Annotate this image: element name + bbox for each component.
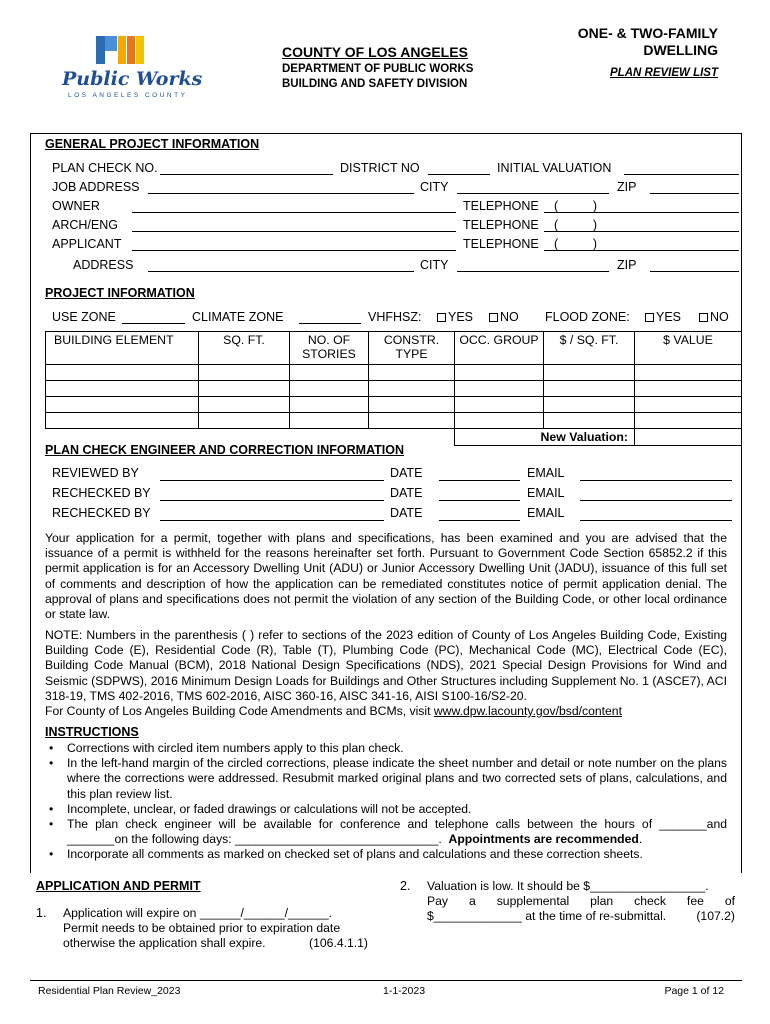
- arch-eng-field[interactable]: [132, 231, 456, 232]
- item2-line3: $_____________ at the time of re-submittal.: [427, 909, 667, 924]
- initial-valuation-label: INITIAL VALUATION: [497, 161, 612, 175]
- table-cell[interactable]: [199, 381, 290, 397]
- table-cell[interactable]: [46, 381, 199, 397]
- rechecked-email-label-2: EMAIL: [527, 506, 565, 520]
- job-zip-label: ZIP: [617, 180, 637, 194]
- applicant-label: APPLICANT: [52, 237, 122, 251]
- reviewed-by-label: REVIEWED BY: [52, 466, 139, 480]
- job-address-field[interactable]: [148, 193, 414, 194]
- applicant-zip-label: ZIP: [617, 258, 637, 272]
- job-city-field[interactable]: [457, 193, 609, 194]
- table-cell[interactable]: [544, 381, 635, 397]
- amendments-link[interactable]: www.dpw.lacounty.gov/bsd/content: [433, 704, 622, 718]
- table-cell[interactable]: [199, 413, 290, 429]
- instruction-hours-end: .: [638, 832, 643, 847]
- district-no-label: DISTRICT NO: [340, 161, 420, 175]
- col-no-of-stories: NO. OF STORIES: [290, 332, 369, 365]
- intro-paragraph: Your application for a permit, together with plans and specifications, has been examined and you are advised that the issuance of a permit is withheld for the reasons hereinafter set forth. Pursuant to Government Code Section 65852.2 if this permit application is for an Accessory Dwelling Unit (ADU) or Junior Accessory Dwelling Unit (JADU), issuance of this full set of comments and description of how the application can be remediated constitutes notice of permit application denial. The approval of plans and specifications does not permit the violation of any section of the Building Code, or other local ordinance or state law.: [45, 531, 727, 622]
- arch-eng-telephone-label: TELEPHONE: [463, 218, 539, 232]
- flood-zone-yes[interactable]: [645, 310, 681, 324]
- logo: [60, 34, 203, 104]
- vhfhsz-no[interactable]: [489, 310, 519, 324]
- col-building-element: BUILDING ELEMENT: [46, 332, 199, 365]
- rechecked-email-field-2[interactable]: [580, 520, 732, 521]
- footer-center: 1-1-2023: [383, 985, 426, 997]
- arch-eng-telephone-paren: ( ): [554, 218, 598, 232]
- item2-block: [427, 879, 735, 925]
- instruction-hours-text: The plan check engineer will be available for conference and telephone calls between the hours of _______and _______on the following days: ______________________________.: [67, 817, 731, 847]
- initial-valuation-field[interactable]: [624, 174, 739, 175]
- applicant-field[interactable]: [132, 250, 456, 251]
- application-heading: APPLICATION AND PERMIT: [36, 879, 201, 893]
- col-dollar-value: $ VALUE: [635, 332, 742, 365]
- applicant-telephone-label: TELEPHONE: [463, 237, 539, 251]
- owner-telephone-label: TELEPHONE: [463, 199, 539, 213]
- rechecked-email-label-1: EMAIL: [527, 486, 565, 500]
- vhfhsz-label: VHFHSZ:: [368, 310, 422, 324]
- division-name: BUILDING AND SAFETY DIVISION: [282, 78, 468, 90]
- use-zone-label: USE ZONE: [52, 310, 116, 324]
- arch-eng-label: ARCH/ENG: [52, 218, 118, 232]
- instructions-list: [45, 741, 731, 863]
- rechecked-date-label-1: DATE: [390, 486, 423, 500]
- flood-zone-no[interactable]: [699, 310, 729, 324]
- item2-line3-row: [427, 909, 735, 924]
- plan-check-no-label: PLAN CHECK NO.: [52, 161, 158, 175]
- flood-zone-no-label: NO: [710, 310, 729, 324]
- table-cell[interactable]: [544, 397, 635, 413]
- item2-line1: Valuation is low. It should be $_________________.: [427, 879, 709, 893]
- vhfhsz-yes[interactable]: [437, 310, 473, 324]
- table-cell[interactable]: [290, 413, 369, 429]
- footer-right: Page 1 of 12: [664, 985, 724, 997]
- col-dollar-per-sq-ft: $ / SQ. FT.: [544, 332, 635, 365]
- new-valuation-label: New Valuation:: [455, 429, 635, 446]
- table-cell[interactable]: [544, 365, 635, 381]
- table-cell[interactable]: [199, 365, 290, 381]
- table-cell[interactable]: [199, 397, 290, 413]
- engineer-heading: PLAN CHECK ENGINEER AND CORRECTION INFORMATION: [45, 443, 405, 457]
- climate-zone-label: CLIMATE ZONE: [192, 310, 284, 324]
- table-cell[interactable]: [290, 381, 369, 397]
- item1-number: 1.: [36, 906, 47, 920]
- table-cell[interactable]: [455, 381, 544, 397]
- item2-number: 2.: [400, 879, 411, 893]
- table-header-row: [46, 332, 742, 365]
- table-row: [46, 413, 742, 429]
- logo-subtitle: LOS ANGELES COUNTY: [68, 92, 188, 99]
- form-title-line1: ONE- & TWO-FAMILY: [577, 25, 718, 41]
- table-cell[interactable]: [544, 413, 635, 429]
- table-cell[interactable]: [369, 413, 455, 429]
- rechecked-by-label-2: RECHECKED BY: [52, 506, 151, 520]
- job-address-label: JOB ADDRESS: [52, 180, 140, 194]
- vhfhsz-yes-checkbox[interactable]: [437, 313, 446, 322]
- table-cell[interactable]: [455, 365, 544, 381]
- county-name: COUNTY OF LOS ANGELES: [282, 44, 468, 60]
- flood-zone-yes-label: YES: [656, 310, 682, 324]
- table-row: [46, 381, 742, 397]
- appointments-recommended: Appointments are recommended: [448, 832, 639, 847]
- table-cell[interactable]: [46, 365, 199, 381]
- table-cell[interactable]: [46, 413, 199, 429]
- form-title: [578, 25, 718, 59]
- col-sq-ft: SQ. FT.: [199, 332, 290, 365]
- reviewed-date-label: DATE: [390, 466, 423, 480]
- table-cell[interactable]: [455, 397, 544, 413]
- instruction-item: • Incorporate all comments as marked on checked set of plans and calculations and these correction sheets.: [45, 847, 727, 862]
- item1-block: [63, 906, 368, 952]
- table-cell[interactable]: [369, 397, 455, 413]
- item1-line3-row: [63, 936, 368, 951]
- item2-line2: Pay a supplemental plan check fee of: [427, 894, 735, 909]
- table-cell[interactable]: [369, 365, 455, 381]
- rechecked-date-label-2: DATE: [390, 506, 423, 520]
- flood-zone-yes-checkbox[interactable]: [645, 313, 654, 322]
- table-row: [46, 397, 742, 413]
- new-valuation-value[interactable]: [635, 429, 742, 446]
- form-title-line2: DWELLING: [643, 42, 718, 58]
- table-cell[interactable]: [635, 397, 742, 413]
- public-works-logo-icon: [94, 34, 154, 68]
- plan-check-no-field[interactable]: [160, 174, 333, 175]
- job-zip-field[interactable]: [650, 193, 739, 194]
- footer-left: Residential Plan Review_2023: [38, 985, 181, 997]
- rechecked-date-field-1[interactable]: [439, 500, 520, 501]
- table-cell[interactable]: [290, 397, 369, 413]
- owner-telephone-field[interactable]: [544, 212, 739, 213]
- owner-label: OWNER: [52, 199, 100, 213]
- logo-name: Public Works: [62, 68, 203, 90]
- table-cell[interactable]: [635, 381, 742, 397]
- table-cell[interactable]: [290, 365, 369, 381]
- general-info-heading: GENERAL PROJECT INFORMATION: [45, 137, 260, 151]
- footer-divider: [30, 980, 742, 981]
- climate-zone-field[interactable]: [299, 323, 361, 324]
- applicant-telephone-field[interactable]: [544, 250, 739, 251]
- vhfhsz-no-label: NO: [500, 310, 519, 324]
- item2-ref: (107.2): [696, 909, 735, 924]
- code-note-paragraph: NOTE: Numbers in the parenthesis ( ) refer to sections of the 2023 edition of County of Los Angeles Building Code, Existing Building Code (E), Residential Code (R), Table (T), Plumbing Code (PC), Mechanical Code (MC), Electrical Code (EC), Building Code Manual (BCM), 2018 National Design Specifications (NDS), 2021 Special Design Provisions for Wind and Seismic (SDPWS), 2016 Minimum Design Loads for Buildings and Other Structures including Supplement No. 1 (ASCE7), ACI 318-19, TMS 402-2016, TMS 602-2016, AISC 360-16, AISC 341-16, AISI S100-16/S2-20.: [45, 628, 727, 703]
- use-zone-field[interactable]: [122, 323, 185, 324]
- department-name: DEPARTMENT OF PUBLIC WORKS: [282, 63, 474, 75]
- col-occ-group: OCC. GROUP: [455, 332, 544, 365]
- amendments-paragraph: [45, 704, 727, 719]
- flood-zone-no-checkbox[interactable]: [699, 313, 708, 322]
- rechecked-email-field-1[interactable]: [580, 500, 732, 501]
- instructions-heading: INSTRUCTIONS: [45, 725, 139, 739]
- applicant-telephone-paren: ( ): [554, 237, 598, 251]
- reviewed-email-field[interactable]: [580, 480, 732, 481]
- building-element-table: [45, 331, 742, 446]
- table-cell[interactable]: [455, 413, 544, 429]
- applicant-city-label: CITY: [420, 258, 449, 272]
- owner-field[interactable]: [132, 212, 456, 213]
- instruction-item: • Corrections with circled item numbers apply to this plan check.: [45, 741, 727, 756]
- instruction-item-hours: [45, 817, 731, 847]
- reviewed-email-label: EMAIL: [527, 466, 565, 480]
- reviewed-date-field[interactable]: [439, 480, 520, 481]
- applicant-address-label: ADDRESS: [73, 258, 134, 272]
- table-cell[interactable]: [635, 365, 742, 381]
- table-row: [46, 365, 742, 381]
- vhfhsz-no-checkbox[interactable]: [489, 313, 498, 322]
- owner-telephone-paren: ( ): [554, 199, 598, 213]
- item1-ref: (106.4.1.1): [309, 936, 368, 951]
- item1-line2: Permit needs to be obtained prior to expiration date: [63, 921, 341, 936]
- district-no-field[interactable]: [428, 174, 490, 175]
- applicant-address-field[interactable]: [148, 271, 414, 272]
- instruction-item: • In the left-hand margin of the circled corrections, please indicate the sheet number and detail or note number on the plans where the corrections were addressed. Resubmit marked original plans and two corrected sets of plans, calculations, and this plan review list.: [45, 756, 727, 802]
- rechecked-by-field-1[interactable]: [160, 500, 384, 501]
- form-subtitle: PLAN REVIEW LIST: [610, 67, 718, 79]
- item1-line3: otherwise the application shall expire.: [63, 936, 266, 951]
- applicant-zip-field[interactable]: [650, 271, 739, 272]
- flood-zone-label: FLOOD ZONE:: [545, 310, 630, 324]
- table-cell[interactable]: [46, 397, 199, 413]
- job-city-label: CITY: [420, 180, 449, 194]
- rechecked-by-label-1: RECHECKED BY: [52, 486, 151, 500]
- arch-eng-telephone-field[interactable]: [544, 231, 739, 232]
- instruction-item: • Incomplete, unclear, or faded drawings or calculations will not be accepted.: [45, 802, 727, 817]
- table-cell[interactable]: [635, 413, 742, 429]
- vhfhsz-yes-label: YES: [448, 310, 474, 324]
- reviewed-by-field[interactable]: [160, 480, 384, 481]
- amendments-text: For County of Los Angeles Building Code Amendments and BCMs, visit: [45, 704, 434, 718]
- table-cell[interactable]: [369, 381, 455, 397]
- col-constr-type: CONSTR. TYPE: [369, 332, 455, 365]
- rechecked-date-field-2[interactable]: [439, 520, 520, 521]
- applicant-city-field[interactable]: [457, 271, 609, 272]
- item1-line1: Application will expire on ______/______/______.: [63, 906, 333, 920]
- rechecked-by-field-2[interactable]: [160, 520, 384, 521]
- project-info-heading: PROJECT INFORMATION: [45, 286, 195, 300]
